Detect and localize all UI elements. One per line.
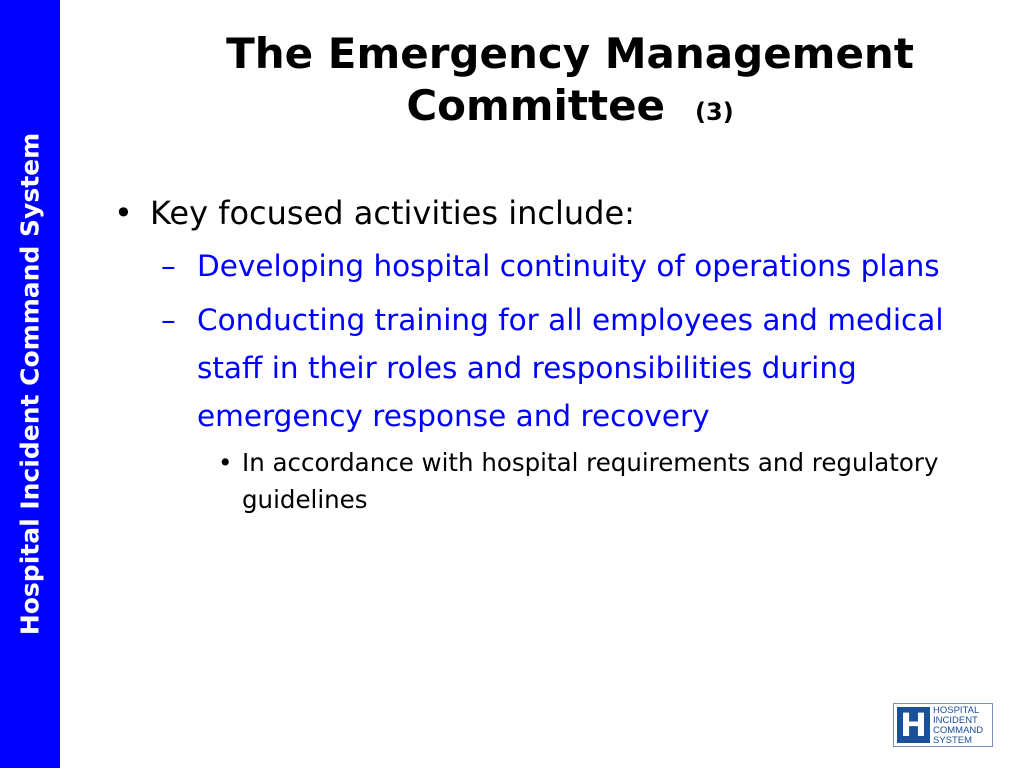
bullet-level2 [110, 242, 990, 290]
dash-symbol: – [161, 303, 176, 337]
sidebar-title: Hospital Incident Command System [15, 132, 45, 636]
bullet-symbol: • [114, 194, 133, 232]
dash-symbol: – [161, 249, 176, 283]
bullet-text: In accordance with hospital requirements and regulatory guidelines [242, 448, 939, 514]
logo-line: SYSTEM [933, 735, 973, 746]
bullet-level2 [110, 296, 990, 440]
hics-logo [893, 703, 993, 747]
slide-title-committee: Committee [406, 81, 666, 130]
logo-line: INCIDENT [933, 715, 978, 726]
slide-title-line1: The Emergency Management [226, 29, 914, 78]
slide-title [150, 28, 990, 138]
bullet-level3 [110, 444, 990, 518]
slide-number: (3) [695, 98, 734, 126]
bullet-symbol: • [218, 448, 233, 477]
slide-title-line2 [150, 80, 990, 138]
bullet-text: Key focused activities include: [150, 194, 635, 232]
hics-logo-letter: H [897, 707, 930, 743]
sidebar-band [0, 0, 60, 768]
bullet-text: Developing hospital continuity of operations plans [197, 249, 940, 283]
logo-line: HOSPITAL [933, 705, 980, 716]
hics-logo-words [933, 706, 983, 746]
bullet-level1 [110, 190, 990, 236]
bullet-text: Conducting training for all employees and medical staff in their roles and responsibilities during emergency response and recovery [197, 303, 944, 433]
logo-line: COMMAND [933, 725, 984, 736]
slide-content [110, 190, 990, 518]
